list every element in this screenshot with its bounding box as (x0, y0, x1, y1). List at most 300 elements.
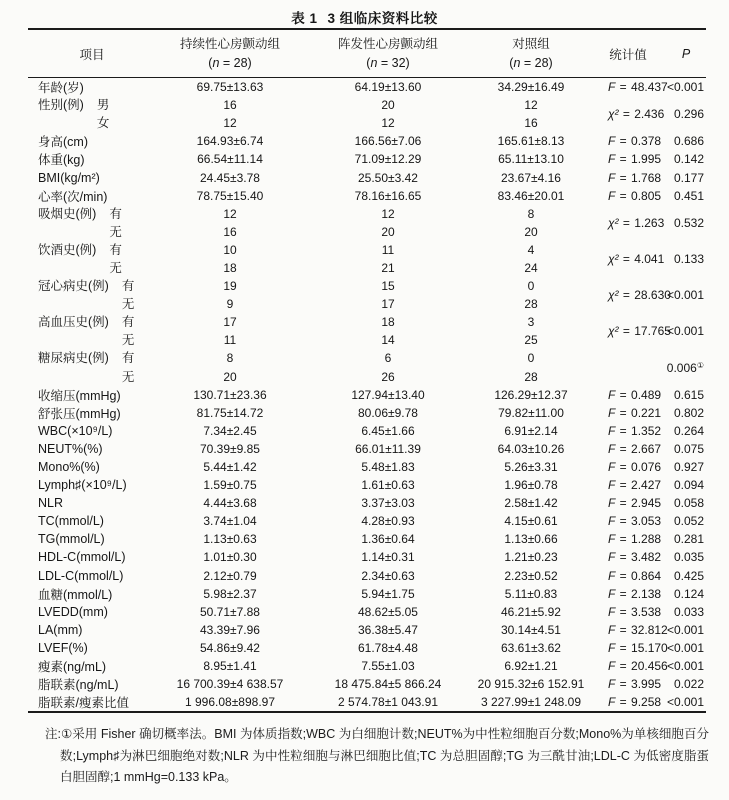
value: 2 574.78±1 043.91 (337, 695, 438, 710)
stat-value: 1.352 (631, 423, 662, 438)
value: 65.11±13.10 (498, 152, 564, 167)
category-label: 有 (121, 279, 135, 294)
group-value-cell (156, 80, 304, 94)
n-value: 28 (233, 55, 248, 70)
table-number: 表 1 (291, 11, 318, 26)
p-value: 0.615 (673, 387, 704, 402)
group-value-cell (304, 406, 472, 420)
row-label: 吸烟史(例) (38, 206, 97, 221)
p-value: 0.035 (673, 550, 704, 565)
table-body (28, 78, 706, 711)
stat-cell (590, 171, 666, 185)
value: 3.74±1.04 (203, 514, 257, 529)
value: 54.86±9.42 (200, 640, 260, 655)
p-value: 0.802 (673, 405, 704, 420)
p-value: 0.177 (673, 170, 704, 185)
row-label-cell (28, 514, 156, 528)
group-value-cell (156, 514, 304, 528)
stat-equals: = (616, 152, 631, 167)
row-categories (122, 313, 135, 349)
table-row (28, 476, 706, 494)
value: 1.13±0.66 (504, 532, 558, 547)
group-value-cell (472, 587, 590, 601)
stat-symbol: F (608, 460, 616, 475)
stat-symbol: F (608, 532, 616, 547)
stat-equals: = (616, 514, 631, 529)
row-label: WBC(×10⁹/L) (38, 423, 113, 438)
p-value: 0.425 (673, 568, 704, 583)
stat-symbol: F (608, 496, 616, 511)
stat-cell (590, 569, 666, 583)
p-value-cell (666, 514, 706, 528)
group-value-cell (472, 152, 590, 166)
value: 4 (527, 242, 535, 257)
stat-value: 3.995 (631, 677, 662, 692)
n-symbol: n (513, 55, 521, 70)
p-value-cell (666, 569, 706, 583)
row-label: NLR (38, 496, 64, 511)
col-header-group-2 (304, 35, 472, 73)
n-value: 28 (534, 55, 549, 70)
value: 21 (381, 260, 395, 275)
row-label: 高血压史(例) (38, 315, 109, 330)
table-row (28, 494, 706, 512)
value: 28 (524, 297, 538, 312)
row-label: 体重(kg) (38, 153, 85, 168)
stat-equals: = (616, 423, 631, 438)
stat-value: 2.138 (631, 586, 662, 601)
value: 28 (524, 369, 538, 384)
col-header-group-3 (472, 35, 590, 73)
row-label: 冠心病史(例) (38, 279, 109, 294)
table-row (28, 132, 706, 150)
category-label: 有 (121, 351, 135, 366)
group-value-cell (472, 189, 590, 203)
stat-cell (590, 514, 666, 528)
group-value-cell (156, 442, 304, 456)
row-label: 年龄(岁) (38, 81, 84, 96)
stat-cell (590, 288, 671, 303)
value: 4.44±3.68 (203, 496, 257, 511)
p-value: 0.296 (673, 107, 704, 122)
value: 34.29±16.49 (497, 80, 565, 95)
value: 11 (223, 333, 237, 348)
stat-cell (590, 659, 666, 673)
stat-value: 32.812 (631, 622, 668, 637)
group-value-cell (472, 388, 590, 402)
row-label: Lymph♯(×10⁹/L) (38, 478, 127, 493)
stat-equals: = (616, 586, 631, 601)
p-value-cell (666, 478, 706, 492)
p-value-cell (666, 623, 706, 637)
value: 6 (384, 351, 392, 366)
value: 4.28±0.93 (361, 514, 415, 529)
value: 48.62±5.05 (358, 604, 418, 619)
group-value-cell (156, 96, 304, 132)
stat-equals: = (616, 170, 631, 185)
stat-equals: = (619, 107, 634, 122)
row-label: TG(mmol/L) (38, 532, 105, 547)
stat-value: 1.263 (634, 215, 665, 230)
value: 16 (223, 98, 237, 113)
group-2-n: (n = 32) (366, 55, 410, 70)
group-value-cell (156, 134, 304, 148)
stat-cell (590, 623, 666, 637)
value: 64.19±13.60 (354, 80, 422, 95)
row-label-cell (28, 313, 156, 349)
p-value: 0.281 (673, 532, 704, 547)
row-label-cell (28, 585, 156, 603)
p-value-cell (666, 587, 706, 601)
row-label-cell (28, 442, 156, 456)
stat-symbol: F (608, 423, 616, 438)
group-value-cell (304, 205, 472, 241)
stat-symbol: F (608, 550, 616, 565)
stat-cell (590, 388, 666, 402)
group-value-cell (472, 442, 590, 456)
p-value: 0.052 (673, 514, 704, 529)
p-value-cell (666, 442, 706, 456)
row-label: LVEDD(mm) (38, 604, 108, 619)
group-value-cell (156, 152, 304, 166)
value: 5.94±1.75 (361, 586, 415, 601)
stat-value: 15.170 (631, 640, 668, 655)
value: 24.45±3.78 (200, 170, 260, 185)
stat-cell (590, 605, 666, 619)
group-value-cell (472, 205, 590, 241)
value: 0 (527, 279, 535, 294)
value: 46.21±5.92 (501, 604, 561, 619)
stat-equals: = (616, 478, 631, 493)
table-row (28, 621, 706, 639)
value: 5.48±1.83 (361, 460, 415, 475)
value: 19 (223, 279, 237, 294)
col-header-statistic: 统计值 (609, 47, 647, 62)
p-value: 0.133 (673, 251, 704, 266)
stat-cell (590, 406, 666, 420)
col-header-item: 项目 (79, 47, 105, 62)
stat-cell (590, 641, 666, 655)
group-value-cell (472, 460, 590, 474)
value: 7.34±2.45 (203, 423, 257, 438)
value: 0 (527, 351, 535, 366)
stat-cell (590, 152, 666, 166)
stat-equals: = (616, 441, 631, 456)
stat-symbol: F (608, 586, 616, 601)
stat-equals: = (616, 695, 631, 710)
value: 17 (381, 297, 395, 312)
group-value-cell (472, 171, 590, 185)
p-value-cell (666, 695, 706, 709)
value: 6.92±1.21 (504, 659, 558, 674)
value: 7.55±1.03 (361, 659, 415, 674)
p-value: 0.686 (673, 134, 704, 149)
stat-value: 4.041 (634, 251, 665, 266)
group-value-cell (156, 605, 304, 619)
stat-value: 1.995 (631, 152, 662, 167)
stat-equals: = (616, 568, 631, 583)
row-label: NEUT%(%) (38, 441, 103, 456)
stat-symbol: F (608, 152, 616, 167)
row-label-cell (28, 569, 156, 583)
stat-equals: = (616, 405, 631, 420)
group-value-cell (472, 478, 590, 492)
row-label-cell (28, 657, 156, 675)
stat-symbol: χ² (608, 324, 619, 339)
stat-value: 20.456 (631, 659, 668, 674)
row-label-cell (28, 96, 156, 132)
row-label-cell (28, 132, 156, 150)
p-value: 0.124 (673, 586, 704, 601)
p-value: <0.001 (666, 288, 704, 303)
p-value-cell (666, 550, 706, 564)
group-value-cell (156, 241, 304, 277)
p-value: 0.927 (673, 460, 704, 475)
category-label: 有 (109, 242, 122, 257)
stat-symbol: F (608, 188, 616, 203)
p-value-cell (666, 107, 706, 121)
stat-cell (590, 587, 666, 601)
value: 1.14±0.31 (361, 550, 415, 565)
stat-value: 0.805 (631, 188, 662, 203)
value: 15 (381, 279, 395, 294)
row-categories (109, 241, 122, 277)
p-value: <0.001 (666, 80, 704, 95)
table-row (28, 187, 706, 205)
category-label: 无 (121, 297, 135, 312)
stat-value: 0.489 (631, 387, 662, 402)
group-value-cell (304, 80, 472, 94)
group-value-cell (304, 532, 472, 546)
table-row (28, 150, 706, 168)
group-value-cell (304, 460, 472, 474)
p-value-cell (666, 252, 706, 266)
p-value-cell (666, 496, 706, 510)
value: 1.61±0.63 (361, 478, 415, 493)
row-label: 脂联素/瘦素比值 (38, 696, 129, 711)
value: 2.34±0.63 (361, 568, 415, 583)
value: 3 227.99±1 248.09 (480, 695, 581, 710)
value: 18 475.84±5 866.24 (334, 677, 442, 692)
row-label: BMI(kg/m²) (38, 170, 100, 185)
value: 50.71±7.88 (200, 604, 260, 619)
stat-equals: = (619, 288, 634, 303)
group-value-cell (156, 496, 304, 510)
value: 66.01±11.39 (355, 441, 421, 456)
table-footnote: 注:①采用 Fisher 确切概率法。BMI 为体质指数;WBC 为白细胞计数;NEUT%为中性粒细胞百分数;Mono%为单核细胞百分数;Lymph♯为淋巴细胞绝对数;NLR 为中性粒细胞与淋巴细胞比值;TC 为总胆固醇;TG 为三酰甘油;LDL-C 为低密度脂蛋白胆固醇;1 mmHg=0.133 kPa。 (45, 727, 709, 785)
value: 16 (223, 224, 237, 239)
p-value: <0.001 (666, 695, 704, 710)
row-label: 瘦素(ng/mL) (38, 660, 107, 675)
group-value-cell (304, 587, 472, 601)
stat-equals: = (619, 215, 634, 230)
group-value-cell (472, 424, 590, 438)
p-value: 0.264 (673, 423, 704, 438)
group-value-cell (304, 442, 472, 456)
row-label: LDL-C(mmol/L) (38, 568, 124, 583)
stat-value: 28.630 (634, 288, 671, 303)
row-label-cell (28, 187, 156, 205)
group-value-cell (156, 532, 304, 546)
row-label: 舒张压(mmHg) (38, 406, 121, 421)
row-label: 饮酒史(例) (38, 242, 97, 257)
value: 24 (524, 260, 538, 275)
p-value-cell (666, 406, 706, 420)
table-header-row (28, 30, 706, 78)
row-label-cell (28, 693, 156, 711)
table-row (28, 530, 706, 548)
value: 127.94±13.40 (351, 387, 425, 402)
row-label: Mono%(%) (38, 460, 100, 475)
value: 26 (381, 369, 395, 384)
stat-equals: = (616, 188, 631, 203)
table-row (28, 205, 706, 241)
value: 130.71±23.36 (193, 387, 267, 402)
row-label-cell (28, 532, 156, 546)
stat-equals: = (616, 532, 631, 547)
p-value: 0.142 (673, 152, 704, 167)
category-label: 无 (121, 369, 135, 384)
row-categories (122, 349, 135, 385)
stat-value: 1.288 (631, 532, 662, 547)
group-value-cell (156, 171, 304, 185)
value: 20 (524, 224, 538, 239)
stat-value: 9.258 (631, 695, 662, 710)
value: 61.78±4.48 (358, 640, 418, 655)
value: 78.75±15.40 (196, 188, 264, 203)
p-value: <0.001 (666, 659, 704, 674)
stat-equals: = (616, 387, 631, 402)
clinical-data-table (28, 28, 706, 713)
value: 12 (223, 206, 237, 221)
stat-value: 2.945 (631, 496, 662, 511)
stat-cell (590, 80, 666, 94)
p-value-cell (666, 288, 706, 302)
stat-value: 0.221 (631, 405, 662, 420)
row-label-cell (28, 424, 156, 438)
value: 1.96±0.78 (504, 478, 558, 493)
group-value-cell (156, 406, 304, 420)
stat-symbol: χ² (608, 251, 619, 266)
group-value-cell (472, 241, 590, 277)
table-row (28, 404, 706, 422)
value: 2.23±0.52 (504, 568, 558, 583)
group-value-cell (472, 569, 590, 583)
stat-symbol: F (608, 695, 616, 710)
group-value-cell (472, 496, 590, 510)
category-label: 有 (109, 206, 122, 221)
value: 64.03±10.26 (497, 441, 565, 456)
table-row (28, 386, 706, 404)
value: 8 (226, 351, 234, 366)
group-value-cell (304, 514, 472, 528)
p-footnote-marker: ① (696, 360, 704, 370)
group-value-cell (304, 478, 472, 492)
category-label: 无 (109, 260, 122, 275)
p-value: 0.022 (673, 677, 704, 692)
p-value-cell (666, 605, 706, 619)
group-value-cell (304, 659, 472, 673)
row-categories (122, 277, 135, 313)
stat-value: 48.437 (631, 80, 668, 95)
stat-value: 2.436 (634, 107, 665, 122)
stat-symbol: F (608, 622, 616, 637)
value: 14 (381, 333, 395, 348)
row-label-cell (28, 277, 156, 313)
stat-symbol: χ² (608, 107, 619, 122)
table-row (28, 241, 706, 277)
value: 1.21±0.23 (504, 550, 558, 565)
value: 1.13±0.63 (203, 532, 257, 547)
stat-symbol: F (608, 441, 616, 456)
group-value-cell (472, 134, 590, 148)
group-value-cell (304, 277, 472, 313)
row-label-cell (28, 641, 156, 655)
group-value-cell (472, 349, 590, 385)
group-value-cell (472, 406, 590, 420)
stat-value: 0.864 (631, 568, 662, 583)
stat-symbol: χ² (608, 215, 619, 230)
stat-symbol: χ² (608, 288, 619, 303)
row-label-cell (28, 78, 156, 96)
p-value-cell (666, 460, 706, 474)
stat-value: 0.378 (631, 134, 662, 149)
value: 5.44±1.42 (203, 460, 257, 475)
value: 1.01±0.30 (203, 550, 257, 565)
stat-equals: = (616, 134, 631, 149)
row-label: 收缩压(mmHg) (38, 388, 121, 403)
table-row (28, 603, 706, 621)
stat-equals: = (616, 460, 631, 475)
group-value-cell (156, 388, 304, 402)
stat-symbol: F (608, 659, 616, 674)
table-row (28, 78, 706, 96)
n-symbol: n (370, 55, 378, 70)
stat-cell (590, 478, 666, 492)
table-row (28, 313, 706, 349)
stat-symbol: F (608, 134, 616, 149)
group-value-cell (472, 695, 590, 709)
value: 83.46±20.01 (497, 188, 565, 203)
value: 20 (381, 98, 395, 113)
stat-cell (590, 460, 666, 474)
value: 2.12±0.79 (203, 568, 257, 583)
group-value-cell (156, 569, 304, 583)
row-label: 心率(次/min) (38, 189, 108, 204)
group-value-cell (304, 677, 472, 691)
stat-cell (590, 532, 666, 546)
p-value-cell (666, 216, 706, 230)
value: 43.39±7.96 (200, 622, 260, 637)
row-categories (109, 205, 122, 241)
value: 69.75±13.63 (196, 80, 264, 95)
group-value-cell (472, 80, 590, 94)
group-value-cell (156, 460, 304, 474)
group-value-cell (472, 550, 590, 564)
group-value-cell (472, 623, 590, 637)
group-value-cell (304, 189, 472, 203)
table-row (28, 440, 706, 458)
stat-value: 0.076 (631, 460, 662, 475)
value: 18 (381, 315, 395, 330)
p-value-cell (666, 189, 706, 203)
table-title (0, 0, 729, 28)
stat-cell (590, 189, 666, 203)
table-row (28, 458, 706, 476)
stat-equals: = (616, 80, 631, 95)
table-row (28, 512, 706, 530)
category-label: 女 (96, 116, 110, 131)
